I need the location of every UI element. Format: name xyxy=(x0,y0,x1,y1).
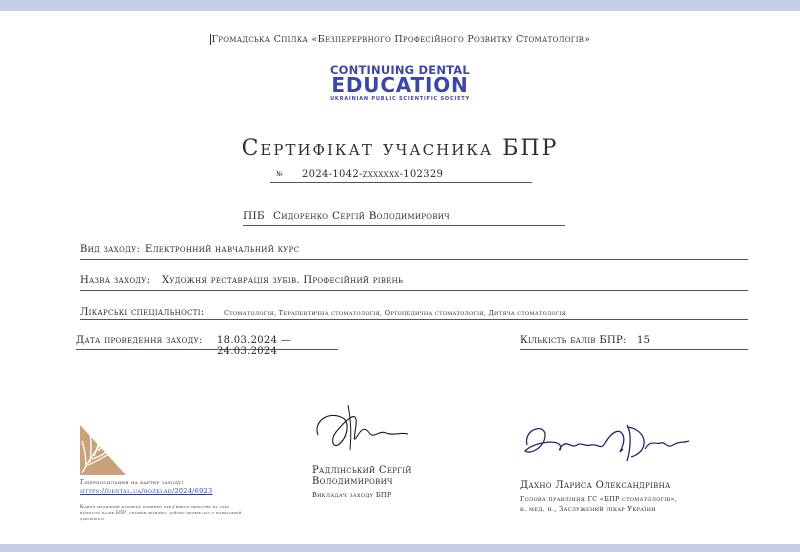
logo-line-3: UKRAINIAN PUBLIC SCIENTIFIC SOCIETY xyxy=(330,96,470,102)
event-type-value: Електронний навчальний курс xyxy=(145,244,300,255)
hyperlink-label: Гіперпосилання на картку заходу: xyxy=(80,479,184,486)
bpr-points-value: 15 xyxy=(637,335,651,346)
certificate-number: 2024-1042-zxxxxxx-102329 xyxy=(302,169,444,180)
number-label: № xyxy=(276,170,283,178)
signatory-1 xyxy=(312,465,412,501)
specialties-label: Лікарські спеціальності: xyxy=(80,307,205,318)
signature-radlinskyi xyxy=(308,400,413,455)
signatory-2-position-2: к. мед. н., Заслужений лікар України xyxy=(520,505,656,513)
event-date-label: Дата проведення заходу: xyxy=(76,335,203,346)
bpr-points-line xyxy=(520,335,748,350)
bpr-points-label: Кількість балів БПР: xyxy=(520,335,627,346)
bottom-border-band xyxy=(0,544,800,552)
text-cursor-mark xyxy=(210,34,211,45)
logo-line-2: EDUCATION xyxy=(331,73,469,97)
signatory-2-name: Дахно Лариса Олександрівна xyxy=(520,480,671,491)
certificate-title: Сертифікат учасника БПР xyxy=(241,136,559,161)
specialties-row xyxy=(80,307,748,320)
event-name-value: Художня реставрація зубів. Професійний рівень xyxy=(162,275,404,286)
footnote-text: Кожен медичний фахівець повинен пред'явити зворотне на таку кількість балів БПР, скільки фізично, дійсно провів час у навчальній діяльності xyxy=(80,504,242,521)
signatory-1-role: Викладач заходу БПР xyxy=(312,491,392,499)
event-name-row xyxy=(80,275,748,291)
hyperlink-block xyxy=(80,478,212,496)
participant-line xyxy=(243,210,565,226)
event-date-line xyxy=(76,335,338,357)
participant-name: Сидоренко Сергій Володимирович xyxy=(273,210,450,222)
certificate-number-line xyxy=(270,170,532,183)
top-border-band xyxy=(0,0,800,11)
palm-leaf-icon xyxy=(80,425,126,475)
cde-logo xyxy=(300,64,500,104)
signatory-1-name-line1: Радлінський Сергій xyxy=(312,465,412,476)
organization-name: Громадська Спілка «Безперервного Професійного Розвитку Стоматологів» xyxy=(211,34,591,45)
signatory-2 xyxy=(520,480,677,514)
event-type-label: Вид заходу: xyxy=(80,244,141,255)
logo-line-1: CONTINUING DENTAL xyxy=(330,63,470,77)
signatory-1-name-line2: Володимирович xyxy=(312,476,393,487)
event-date-value: 18.03.2024 — 24.03.2024 xyxy=(217,335,292,357)
signature-dakhno xyxy=(515,415,693,467)
specialties-value: Стоматологія, Терапевтична стоматологія, Ортопедична стоматологія, Дитяча стоматологія xyxy=(224,309,567,317)
event-card-link[interactable]: https://dental.ua/rozklad/2024/6923 xyxy=(80,487,213,495)
signatory-2-position-1: Голова правління ГС «БПР стоматологів», xyxy=(520,495,678,503)
event-name-label: Назва заходу: xyxy=(80,275,151,286)
event-type-row xyxy=(80,244,748,260)
participant-label: ПІБ xyxy=(243,210,265,222)
